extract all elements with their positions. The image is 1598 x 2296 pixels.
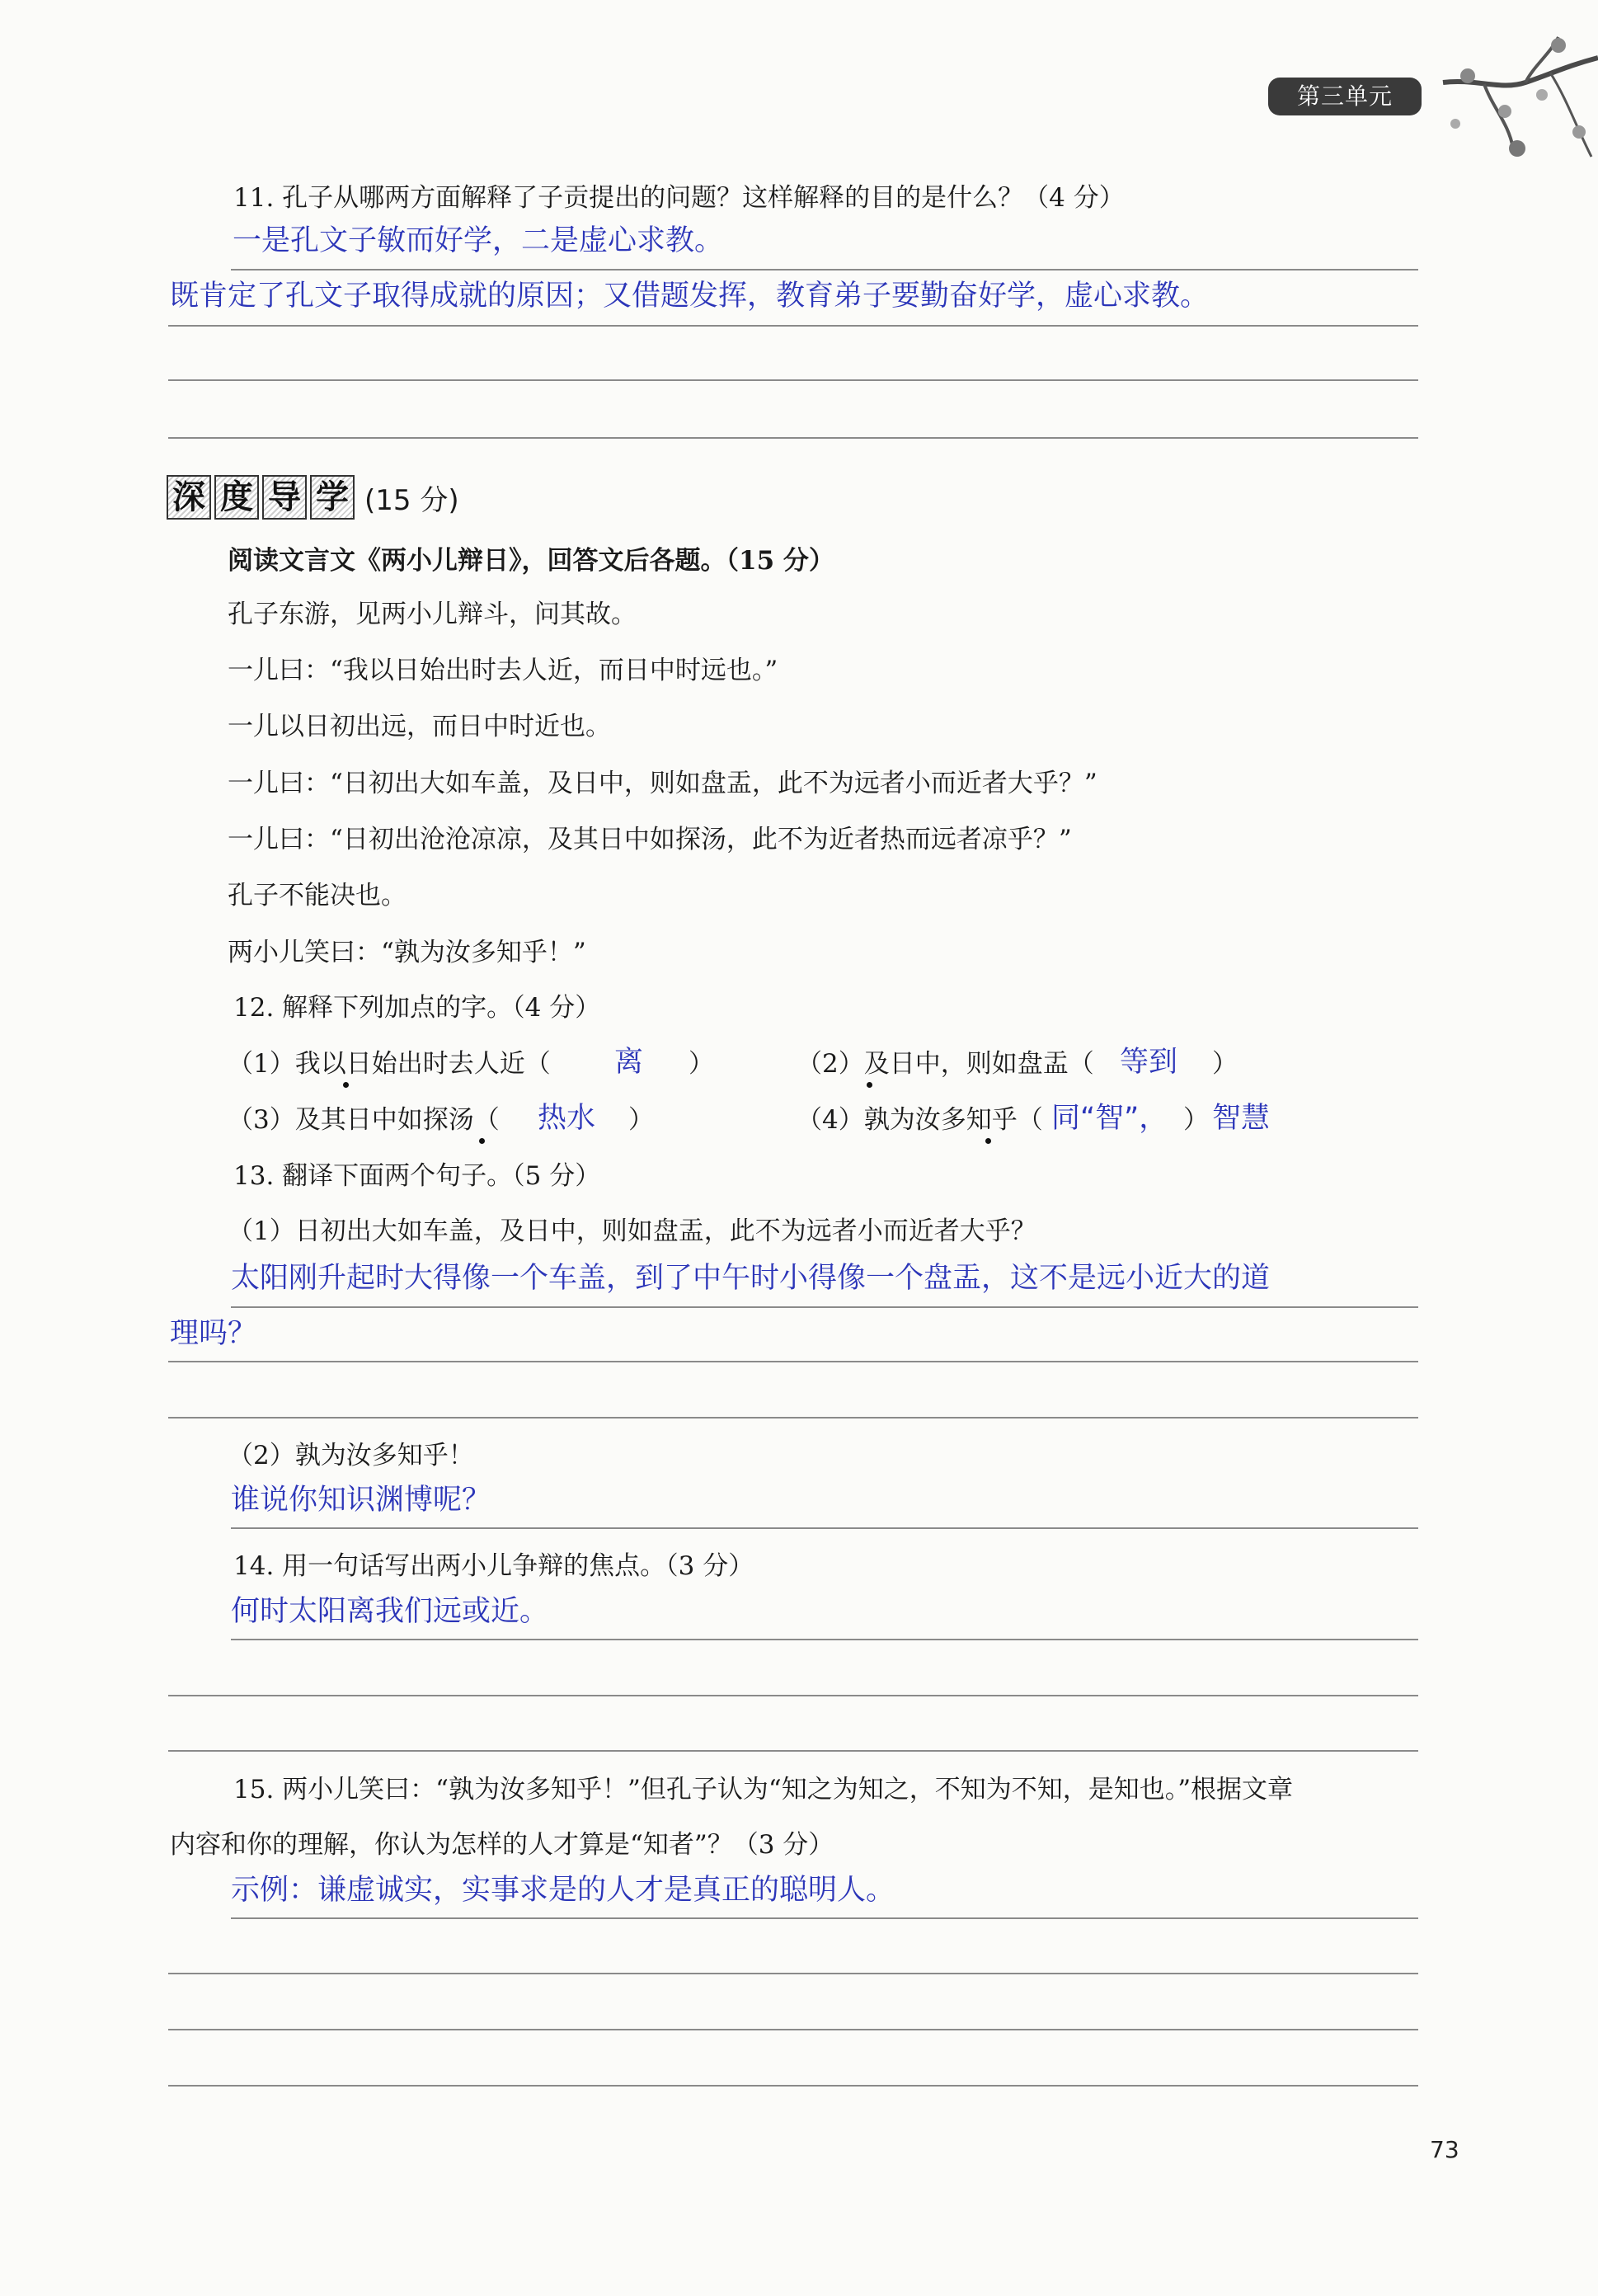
q12-item-1-answer: 离	[614, 1046, 644, 1079]
answer-line	[231, 1917, 1418, 1919]
q12-item-1-prompt: （1）我以日始出时去人近（	[228, 1049, 551, 1079]
answer-line	[231, 1306, 1418, 1308]
answer-line	[231, 1527, 1418, 1529]
q12-item-3-prompt: （3）及其日中如探汤（	[228, 1105, 500, 1135]
answer-line	[168, 1695, 1418, 1696]
q12-item-4-prompt: （4）孰为汝多知乎（	[797, 1105, 1043, 1135]
section-heading	[167, 474, 459, 520]
q13-answer-1-line-1: 太阳刚升起时大得像一个车盖，到了中午时小得像一个盘盂，这不是远小近大的道	[231, 1262, 1271, 1295]
answer-line	[231, 1639, 1418, 1640]
passage-line: 一儿曰：“日初出大如车盖，及日中，则如盘盂，此不为远者小而近者大乎？”	[228, 769, 1097, 798]
unit-badge: 第三单元	[1268, 78, 1422, 115]
passage-line: 孔子不能决也。	[228, 881, 407, 910]
q15-answer: 示例：谦虚诚实，实事求是的人才是真正的聪明人。	[231, 1874, 895, 1907]
q11-answer-2: 既肯定了孔文子取得成就的原因；又借题发挥，教育弟子要勤奋好学，虚心求教。	[170, 280, 1210, 313]
section-title-char: 深	[167, 475, 211, 520]
q12-item-2-close: ）	[1212, 1049, 1238, 1079]
answer-line	[168, 437, 1418, 439]
q14-answer: 何时太阳离我们远或近。	[231, 1595, 549, 1628]
q12-item-4-extra-answer: 智慧	[1212, 1102, 1271, 1135]
passage-line: 两小儿笑曰：“孰为汝多知乎！”	[228, 938, 586, 967]
answer-line	[168, 1417, 1418, 1419]
answer-line	[168, 2085, 1418, 2087]
passage-line: 一儿曰：“我以日始出时去人近，而日中时远也。”	[228, 656, 778, 685]
answer-line	[168, 325, 1418, 327]
q12-item-1-close: ）	[689, 1049, 714, 1079]
q12-item-4-answer: 同“智”，	[1051, 1102, 1168, 1135]
q12-item-2-answer: 等到	[1120, 1046, 1178, 1079]
answer-line	[231, 269, 1418, 271]
plum-branch-illustration	[1435, 33, 1598, 173]
q12-item-4-close: ）	[1183, 1105, 1209, 1135]
passage-line: 一儿以日初出远，而日中时近也。	[228, 712, 611, 741]
q11-question: 11. 孔子从哪两方面解释了子贡提出的问题？这样解释的目的是什么？（4 分）	[233, 183, 1125, 213]
q11-answer-1: 一是孔文子敏而好学，二是虚心求教。	[233, 224, 724, 257]
q12-question: 12. 解释下列加点的字。（4 分）	[233, 993, 601, 1023]
emphasis-dot	[479, 1138, 485, 1144]
q12-item-3-close: ）	[628, 1105, 654, 1135]
page-number: 73	[1430, 2136, 1459, 2163]
emphasis-dot	[343, 1082, 349, 1088]
q15-question-line-1: 15. 两小儿笑曰：“孰为汝多知乎！”但孔子认为“知之为知之，不知为不知，是知也。”根据文章	[233, 1775, 1294, 1804]
q12-item-3-answer: 热水	[538, 1102, 596, 1135]
q14-question: 14. 用一句话写出两小儿争辩的焦点。（3 分）	[233, 1551, 754, 1581]
section-title-char: 导	[262, 475, 307, 520]
passage-line: 孔子东游，见两小儿辩斗，问其故。	[228, 600, 637, 629]
q13-answer-1-line-2: 理吗？	[170, 1317, 257, 1350]
section-title-char: 度	[214, 475, 259, 520]
passage-line: 一儿曰：“日初出沧沧凉凉，及其日中如探汤，此不为近者热而远者凉乎？”	[228, 825, 1072, 854]
section-score: (15 分)	[364, 483, 459, 517]
q13-answer-2: 谁说你知识渊博呢？	[231, 1484, 491, 1517]
section-title-char: 学	[310, 475, 355, 520]
q13-sentence-2: （2）孰为汝多知乎！	[228, 1441, 474, 1470]
q12-item-2-prompt: （2）及日中，则如盘盂（	[797, 1049, 1094, 1079]
section-instruction: 阅读文言文《两小儿辩日》，回答文后各题。（15 分）	[228, 546, 834, 576]
emphasis-dot	[867, 1082, 872, 1088]
answer-line	[168, 379, 1418, 381]
answer-line	[168, 1973, 1418, 1974]
answer-line	[168, 1750, 1418, 1752]
answer-line	[168, 1361, 1418, 1362]
q13-question: 13. 翻译下面两个句子。（5 分）	[233, 1161, 601, 1191]
q13-sentence-1: （1）日初出大如车盖，及日中，则如盘盂，此不为远者小而近者大乎？	[228, 1216, 1036, 1246]
answer-line	[168, 2029, 1418, 2030]
q15-question-line-2: 内容和你的理解，你认为怎样的人才算是“知者”？（3 分）	[170, 1830, 834, 1860]
emphasis-dot	[985, 1138, 991, 1144]
